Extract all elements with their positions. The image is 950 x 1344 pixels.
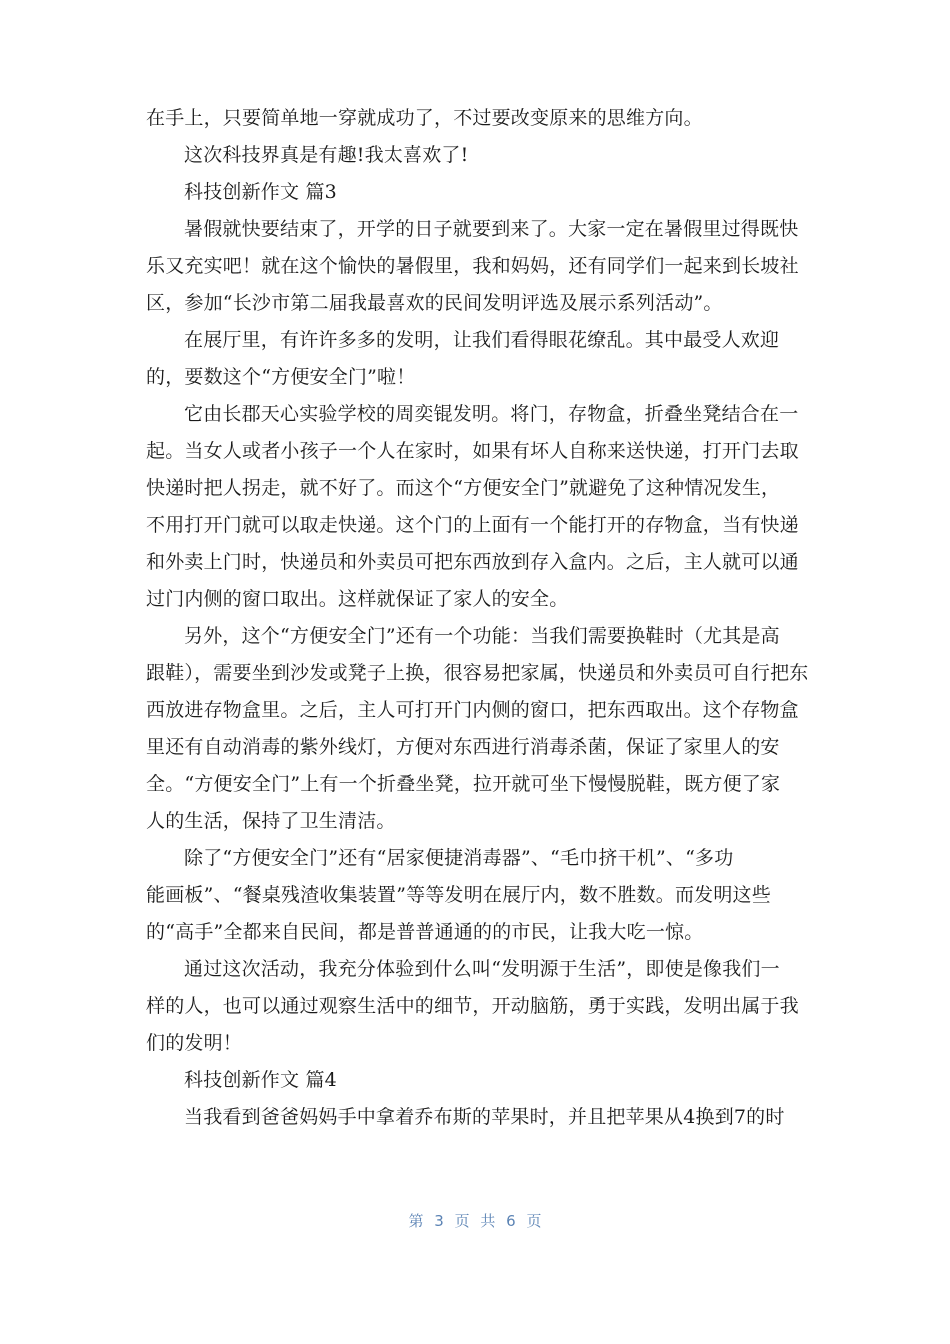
text-line: 通过这次活动，我充分体验到什么叫“发明源于生活”，即使是像我们一 xyxy=(184,958,780,980)
document-body xyxy=(146,100,808,1136)
text-line: 不用打开门就可以取走快递。这个门的上面有一个能打开的存物盒，当有快递 xyxy=(146,514,799,536)
text-line: 除了“方便安全门”还有“居家便捷消毒器”、“毛巾挤干机”、“多功 xyxy=(184,847,734,869)
text-line: 起。当女人或者小孩子一个人在家时，如果有坏人自称来送快递，打开门去取 xyxy=(146,440,799,462)
text-line: 人的生活，保持了卫生清洁。 xyxy=(146,810,396,832)
text-line: 它由长郡天心实验学校的周奕锟发明。将门，存物盒，折叠坐凳结合在一 xyxy=(184,403,799,425)
text-line: 这次科技界真是有趣!我太喜欢了! xyxy=(184,144,469,166)
text-line: 快递时把人拐走，就不好了。而这个“方便安全门”就避免了这种情况发生， xyxy=(146,477,781,499)
text-line: 和外卖上门时，快递员和外卖员可把东西放到存入盒内。之后，主人就可以通 xyxy=(146,551,799,573)
text-line: 的“高手”全都来自民间，都是普普通通的的市民，让我大吃一惊。 xyxy=(146,921,704,943)
text-line: 全。“方便安全门”上有一个折叠坐凳，拉开就可坐下慢慢脱鞋，既方便了家 xyxy=(146,773,781,795)
text-line: 当我看到爸爸妈妈手中拿着乔布斯的苹果时，并且把苹果从4换到7的时 xyxy=(184,1106,785,1128)
text-line: 过门内侧的窗口取出。这样就保证了家人的安全。 xyxy=(146,588,569,610)
text-line: 里还有自动消毒的紫外线灯，方便对东西进行消毒杀菌，保证了家里人的安 xyxy=(146,736,780,758)
text-line: 能画板”、“餐桌残渣收集装置”等等发明在展厅内，数不胜数。而发明这些 xyxy=(146,884,771,906)
text-line: 在展厅里，有许许多多的发明，让我们看得眼花缭乱。其中最受人欢迎 xyxy=(184,329,780,351)
text-line: 科技创新作文 篇3 xyxy=(184,181,337,203)
text-line: 在手上，只要简单地一穿就成功了，不过要改变原来的思维方向。 xyxy=(146,107,703,129)
text-line: 另外，这个“方便安全门”还有一个功能：当我们需要换鞋时（尤其是高 xyxy=(184,625,780,647)
text-line: 乐又充实吧！就在这个愉快的暑假里，我和妈妈，还有同学们一起来到长坡社 xyxy=(146,255,799,277)
text-line: 样的人，也可以通过观察生活中的细节，开动脑筋，勇于实践，发明出属于我 xyxy=(146,995,799,1017)
text-line: 西放进存物盒里。之后，主人可打开门内侧的窗口，把东西取出。这个存物盒 xyxy=(146,699,799,721)
text-line: 科技创新作文 篇4 xyxy=(184,1069,337,1091)
text-line: 跟鞋），需要坐到沙发或凳子上换，很容易把家属，快递员和外卖员可自行把东 xyxy=(146,662,809,684)
text-line: 的，要数这个“方便安全门”啦！ xyxy=(146,366,416,388)
page-number-footer: 第 3 页 共 6 页 xyxy=(408,1212,542,1230)
text-line: 们的发明！ xyxy=(146,1032,243,1054)
text-line: 区，参加“长沙市第二届我最喜欢的民间发明评选及展示系列活动”。 xyxy=(146,292,723,314)
text-line: 暑假就快要结束了，开学的日子就要到来了。大家一定在暑假里过得既快 xyxy=(184,218,799,240)
